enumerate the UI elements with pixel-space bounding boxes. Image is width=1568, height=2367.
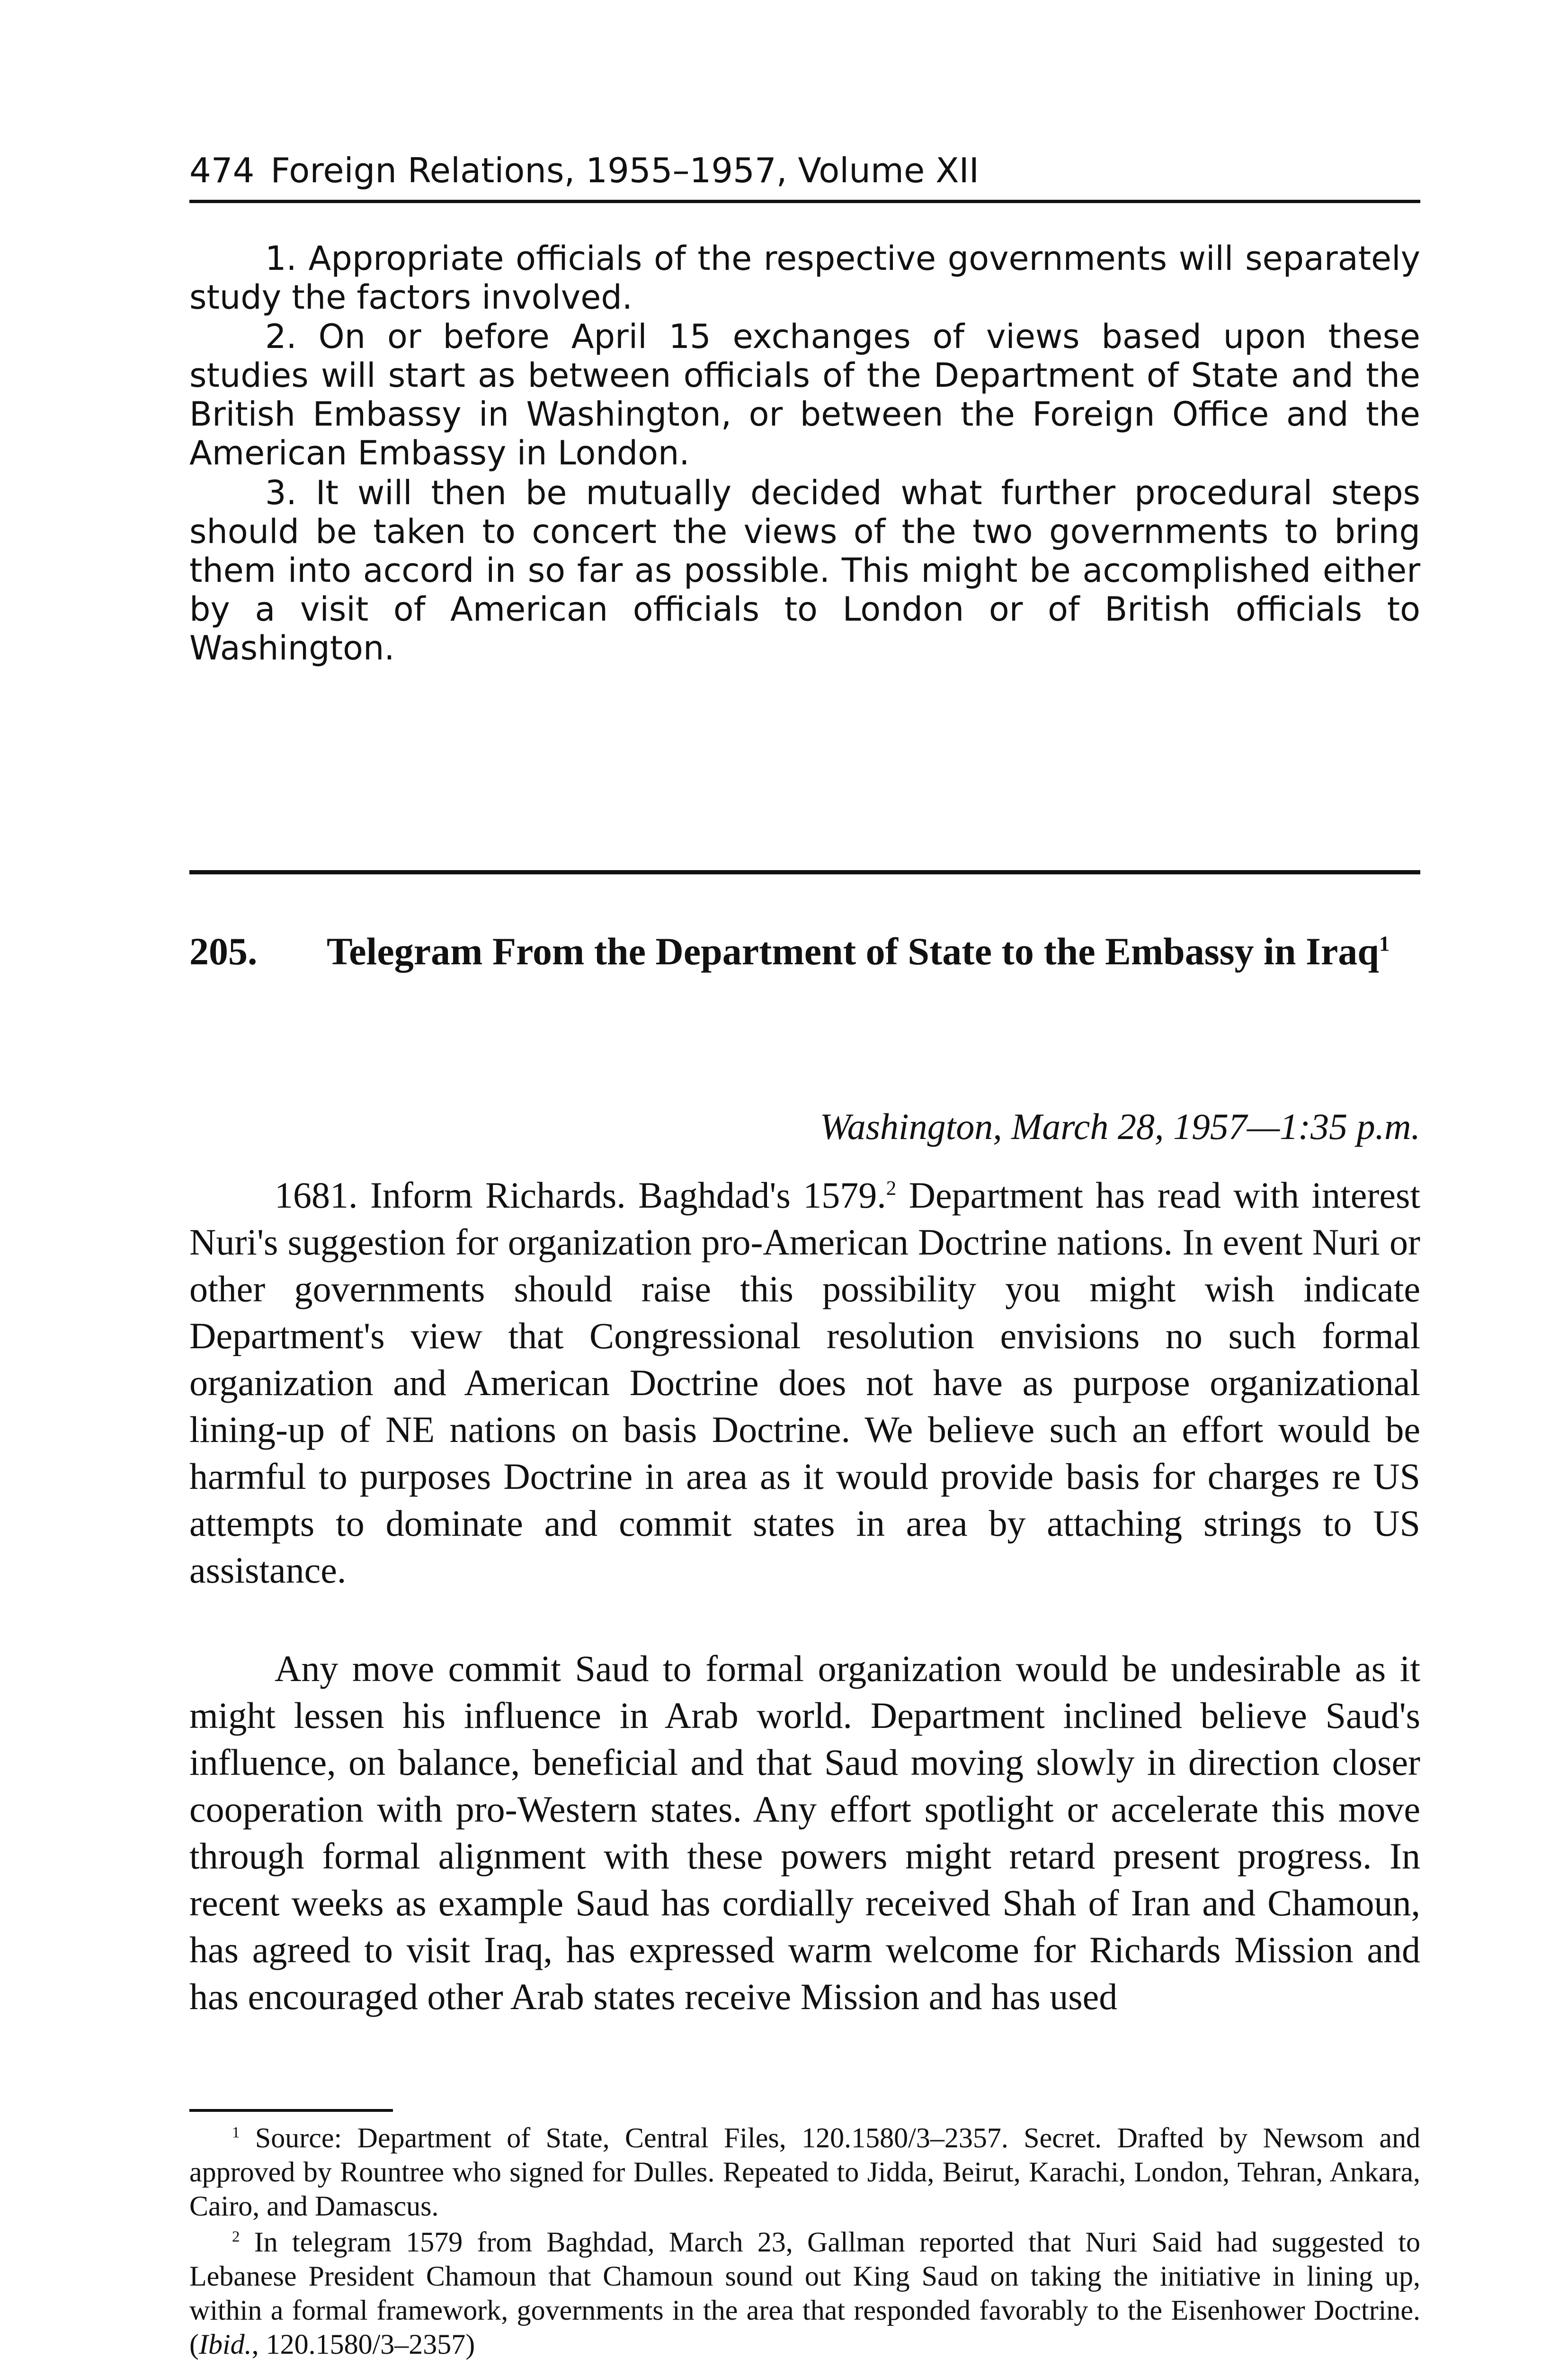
footnote-rule (189, 2109, 393, 2112)
telegram-paragraph-1-rest: Department has read with interest Nuri's suggestion for organization pro-American Doctrine nations. In event Nuri or other governments should raise this possibility you might wish indicate Department's view that Congressional resolution envisions no such formal organization and American Doctrine does not have as purpose organizational lining-up of NE nations on basis Doctrine. We believe such an effort would be harmful to purposes Doctrine in area as it would provide basis for charges re US attempts to dominate and commit states in area by attaching strings to US assistance. (189, 1175, 1420, 1591)
telegram-paragraph-1-lead: 1681. Inform Richards. Baghdad's 1579. (275, 1175, 886, 1216)
footnote-1-text: Source: Department of State, Central Files, 120.1580/3–2357. Secret. Drafted by Newsom and approved by Rountree who signed for Dulles. Repeated to Jidda, Beirut, Karachi, London, Tehran, Ankara, Cairo, and Damascus. (189, 2122, 1421, 2222)
procedure-paragraph-1: 1. Appropriate officials of the respective governments will separately study the factors involved. (189, 239, 1420, 317)
footnote-2-marker: 2 (232, 2228, 240, 2245)
footnote-2-text: In telegram 1579 from Baghdad, March 23, Gallman reported that Nuri Said had suggested to Lebanese President Chamoun that Chamoun sound out King Saud on taking the initiative in lining up, within a formal framework, governments in the area that responded favorably to the Eisenhower Doctrine. ( (189, 2226, 1421, 2360)
footnote-ref-2: 2 (886, 1177, 897, 1200)
page-number: 474 (189, 151, 255, 190)
footnote-2-citation: , 120.1580/3–2357) (251, 2329, 475, 2360)
document-title (327, 928, 1420, 975)
header-rule (189, 200, 1420, 203)
telegram-paragraph-1 (189, 1172, 1420, 1593)
footnote-2 (189, 2225, 1420, 2361)
footnote-1-marker: 1 (232, 2124, 240, 2141)
procedure-paragraph-2: 2. On or before April 15 exchanges of views based upon these studies will start as between officials of the Department of State and the British Embassy in Washington, or between the Foreign Office and the American Embassy in London. (189, 317, 1420, 472)
telegram-paragraph-2: Any move commit Saud to formal organization would be undesirable as it might lessen his influence in Arab world. Department inclined believe Saud's influence, on balance, beneficial and that Saud moving slowly in direction closer cooperation with pro-Western states. Any effort spotlight or accelerate this move through formal alignment with these powers might retard present progress. In recent weeks as example Saud has cordially received Shah of Iran and Chamoun, has agreed to visit Iraq, has expressed warm welcome for Richards Mission and has encouraged other Arab states receive Mission and has used (189, 1648, 1420, 2017)
footnote-ref-1: 1 (1379, 932, 1390, 956)
footnote-2-ibid: Ibid. (198, 2329, 252, 2360)
dateline: Washington, March 28, 1957—1:35 p.m. (820, 1106, 1420, 1147)
volume-title: Foreign Relations, 1955–1957, Volume XII (270, 151, 980, 190)
footnote-1 (189, 2121, 1420, 2223)
procedure-paragraph-3: 3. It will then be mutually decided what further procedural steps should be taken to concert the views of the two governments to bring them into accord in so far as possible. This might be accomplished either by a visit of American officials to London or of British officials to Washington. (189, 473, 1420, 667)
document-title-text: Telegram From the Department of State to the Embassy in Iraq (327, 930, 1379, 973)
document-number: 205. (189, 930, 258, 973)
running-head (189, 147, 1420, 194)
section-divider (189, 870, 1420, 874)
